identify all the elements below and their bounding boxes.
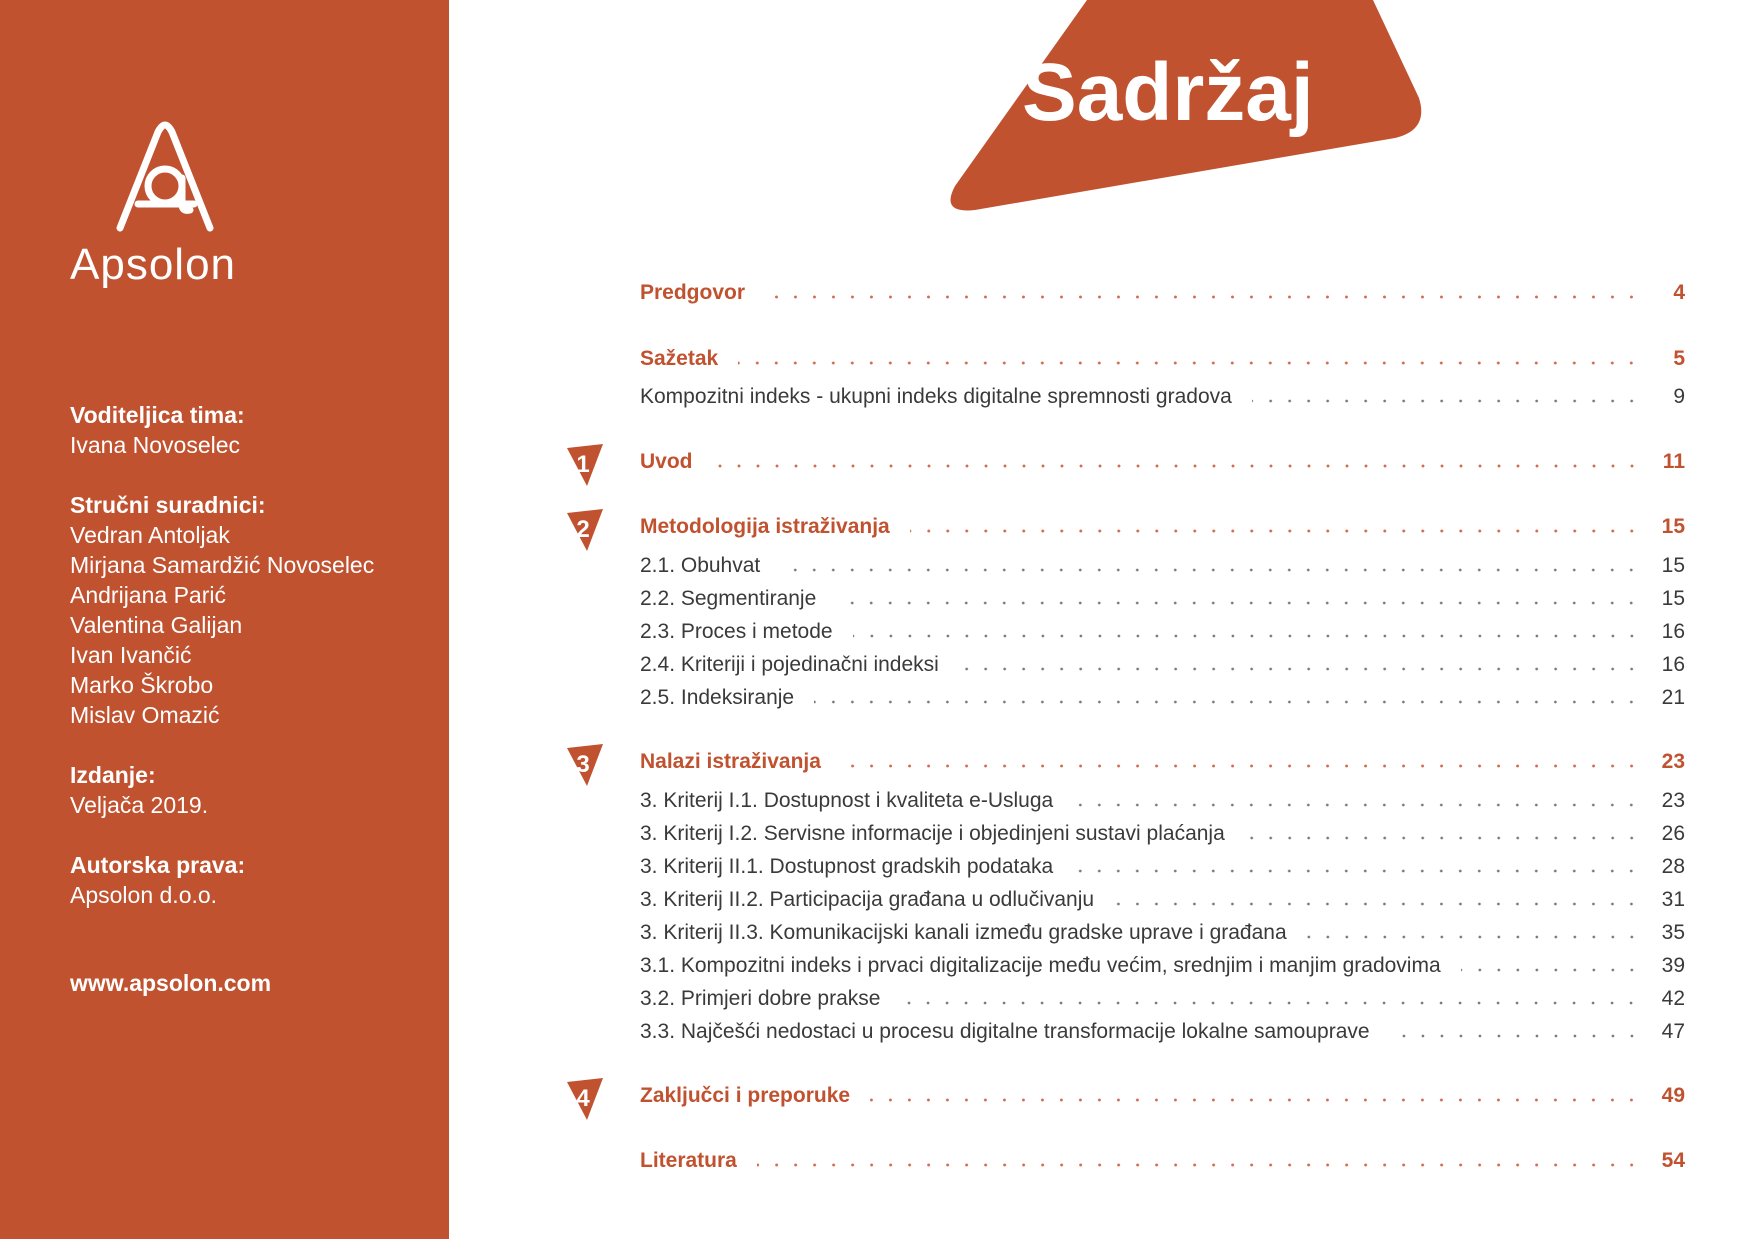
toc-leader-dots: [1245, 836, 1641, 840]
toc-page-number: 39: [1661, 954, 1685, 977]
toc-label: 3. Kriterij II.3. Komunikacijski kanali između gradske uprave i građana: [640, 921, 1287, 944]
credit-value: Ivan Ivančić: [70, 642, 192, 668]
toc-leader-dots: [1073, 803, 1641, 807]
credit-associates: [70, 490, 440, 730]
page-title: Sadržaj: [1022, 47, 1314, 138]
credit-edition: [70, 760, 440, 820]
toc-label: 3.1. Kompozitni indeks i prvaci digitalizacije među većim, srednjim i manjim gradovima: [640, 954, 1441, 977]
toc-label: 3. Kriterij II.1. Dostupnost gradskih podataka: [640, 855, 1054, 878]
svg-text:1: 1: [576, 451, 590, 478]
toc-leader-dots: [959, 667, 1641, 671]
credit-team-lead: [70, 400, 440, 460]
toc-label: 2.4. Kriteriji i pojedinačni indeksi: [640, 653, 939, 676]
toc-leader-dots: [836, 601, 1641, 605]
apsolon-logo-icon: [110, 120, 220, 235]
toc-leader-dots: [738, 361, 1641, 365]
credit-copyright: [70, 850, 440, 910]
toc-entry[interactable]: [640, 885, 1685, 915]
toc-leader-dots: [1114, 902, 1641, 906]
toc-entry[interactable]: [640, 1081, 1685, 1111]
toc-entry[interactable]: [640, 447, 1685, 477]
toc-entry[interactable]: [640, 584, 1685, 614]
toc-label: 2.2. Segmentiranje: [640, 587, 817, 610]
toc-entry[interactable]: [640, 819, 1685, 849]
toc-label: 2.1. Obuhvat: [640, 554, 761, 577]
toc-label: Uvod: [640, 450, 693, 473]
toc-page-number: 54: [1661, 1149, 1685, 1172]
toc-leader-dots: [900, 1001, 1641, 1005]
toc-label: 3.3. Najčešći nedostaci u procesu digitalne transformacije lokalne samouprave: [640, 1020, 1370, 1043]
credit-value: Marko Škrobo: [70, 672, 214, 698]
toc-page-number: 26: [1661, 822, 1685, 845]
toc-entry[interactable]: [640, 650, 1685, 680]
toc-label: Nalazi istraživanja: [640, 750, 821, 773]
toc-leader-dots: [1390, 1034, 1641, 1038]
toc-entry[interactable]: [640, 278, 1685, 308]
toc-entry[interactable]: [640, 382, 1685, 412]
toc-page-number: 15: [1661, 554, 1685, 577]
toc-page-number: 16: [1661, 653, 1685, 676]
toc-entry[interactable]: [640, 1146, 1685, 1176]
credit-value: Veljača 2019.: [70, 792, 209, 818]
toc-label: Zaključci i preporuke: [640, 1084, 851, 1107]
toc-page-number: 23: [1661, 750, 1685, 773]
toc-entry[interactable]: [640, 852, 1685, 882]
toc-page-number: 9: [1673, 385, 1685, 408]
chapter-3-badge-icon: [565, 742, 605, 788]
toc-label: Predgovor: [640, 281, 746, 304]
toc-leader-dots: [713, 464, 1642, 468]
toc-leader-dots: [1307, 935, 1641, 939]
toc-leader-dots: [765, 295, 1641, 299]
toc-leader-dots: [757, 1163, 1641, 1167]
toc-page-number: 23: [1661, 789, 1685, 812]
toc-leader-dots: [910, 529, 1641, 533]
svg-text:4: 4: [576, 1085, 590, 1112]
toc-label: 3.2. Primjeri dobre prakse: [640, 987, 881, 1010]
toc-leader-dots: [870, 1098, 1641, 1102]
toc-page-number: 11: [1662, 450, 1685, 473]
toc-leader-dots: [853, 634, 1641, 638]
toc-page-number: 47: [1661, 1020, 1685, 1043]
sidebar: [0, 0, 449, 1239]
toc-page-number: 5: [1673, 347, 1685, 370]
toc-page-number: 4: [1673, 281, 1685, 304]
toc-entry[interactable]: [640, 551, 1685, 581]
credit-label: Stručni suradnici:: [70, 492, 266, 518]
credit-value: Mirjana Samardžić Novoselec: [70, 552, 375, 578]
toc-entry[interactable]: [640, 951, 1685, 981]
toc-page-number: 28: [1661, 855, 1685, 878]
credit-value: Vedran Antoljak: [70, 522, 230, 548]
toc-page-number: 42: [1661, 987, 1685, 1010]
toc-page-number: 21: [1661, 686, 1685, 709]
toc-leader-dots: [1073, 869, 1641, 873]
toc-page-number: 35: [1661, 921, 1685, 944]
toc-page-number: 15: [1661, 515, 1685, 538]
toc-entry[interactable]: [640, 786, 1685, 816]
credit-value: Andrijana Parić: [70, 582, 226, 608]
credit-label: Autorska prava:: [70, 852, 246, 878]
toc-entry[interactable]: [640, 344, 1685, 374]
toc-leader-dots: [1461, 968, 1641, 972]
toc-label: 3. Kriterij I.1. Dostupnost i kvaliteta e-Usluga: [640, 789, 1054, 812]
toc-entry[interactable]: [640, 683, 1685, 713]
toc-leader-dots: [780, 568, 1641, 572]
toc-entry[interactable]: [640, 617, 1685, 647]
toc-leader-dots: [1252, 399, 1641, 403]
svg-text:3: 3: [576, 751, 590, 778]
credit-value: Mislav Omazić: [70, 702, 220, 728]
toc-entry[interactable]: [640, 984, 1685, 1014]
toc-entry[interactable]: [640, 747, 1685, 777]
logo-text: Apsolon: [70, 240, 237, 289]
toc-page-number: 15: [1661, 587, 1685, 610]
toc-label: 3. Kriterij II.2. Participacija građana u odlučivanju: [640, 888, 1095, 911]
toc-label: Literatura: [640, 1149, 737, 1172]
toc-leader-dots: [814, 700, 1641, 704]
credit-value: Valentina Galijan: [70, 612, 243, 638]
toc-label: 3. Kriterij I.2. Servisne informacije i objedinjeni sustavi plaćanja: [640, 822, 1225, 845]
website-link[interactable]: www.apsolon.com: [70, 970, 272, 996]
toc-leader-dots: [841, 764, 1641, 768]
toc-label: Sažetak: [640, 347, 719, 370]
chapter-2-badge-icon: [565, 507, 605, 553]
chapter-4-badge-icon: [565, 1076, 605, 1122]
toc-label: Kompozitni indeks - ukupni indeks digitalne spremnosti gradova: [640, 385, 1232, 408]
toc-page-number: 16: [1661, 620, 1685, 643]
toc-page-number: 31: [1661, 888, 1685, 911]
credit-value: Apsolon d.o.o.: [70, 882, 218, 908]
toc-label: 2.3. Proces i metode: [640, 620, 833, 643]
toc-entry[interactable]: [640, 1017, 1685, 1047]
chapter-1-badge-icon: [565, 442, 605, 488]
toc-page-number: 49: [1661, 1084, 1685, 1107]
toc-entry[interactable]: [640, 512, 1685, 542]
svg-text:2: 2: [576, 516, 590, 543]
toc-entry[interactable]: [640, 918, 1685, 948]
toc-label: Metodologija istraživanja: [640, 515, 890, 538]
credit-label: Izdanje:: [70, 762, 156, 788]
credit-label: Voditeljica tima:: [70, 402, 245, 428]
toc-label: 2.5. Indeksiranje: [640, 686, 795, 709]
credit-value: Ivana Novoselec: [70, 432, 241, 458]
